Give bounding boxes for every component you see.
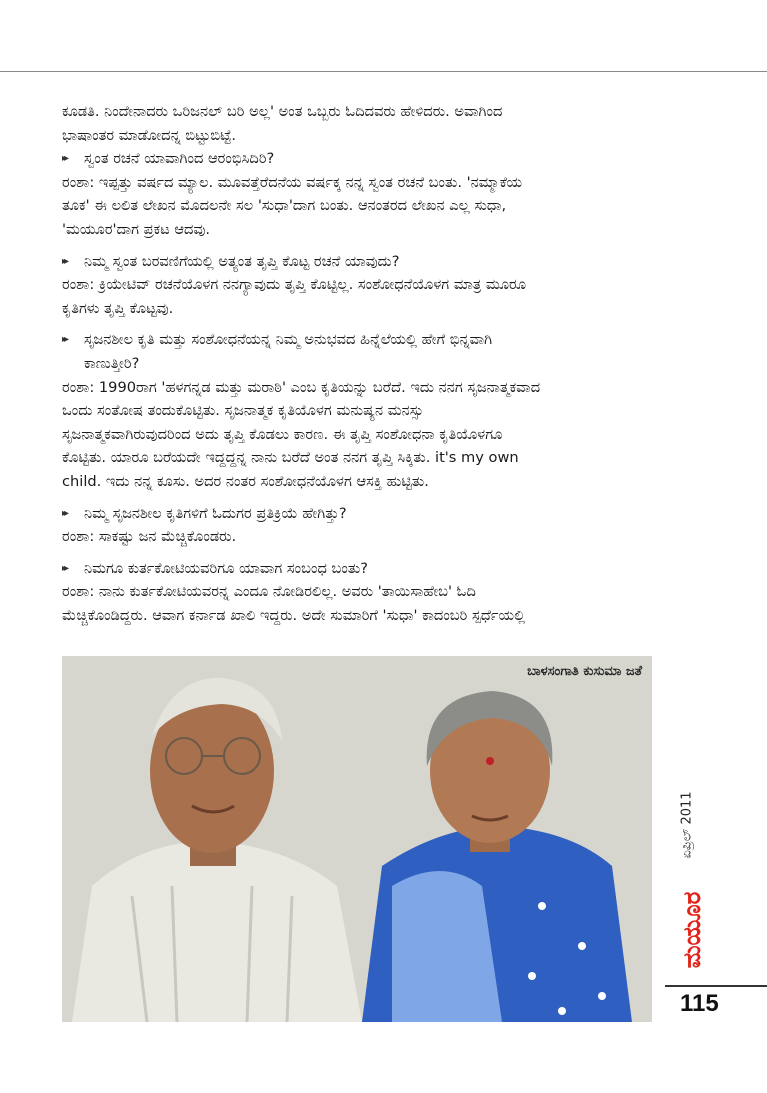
article-line: ಭಾಷಾಂತರ ಮಾಡೋದನ್ನ ಬಿಟ್ಟುಬಿಟ್ಟೆ. [62, 126, 236, 144]
article-line: ಕಾಣುತ್ತೀರಿ? [84, 354, 140, 372]
issue-date [672, 770, 702, 880]
article-line: ಕೃತಿಗಳು ತೃಪ್ತಿ ಕೊಟ್ಟವು. [62, 299, 174, 317]
interview-question [62, 250, 652, 274]
interview-question [62, 502, 652, 526]
interview-question [62, 147, 652, 171]
couple-photo [62, 656, 652, 1022]
article-line: ತೂಕ' ಈ ಲಲಿತ ಲೇಖನ ಮೊದಲನೇ ಸಲ 'ಸುಧಾ'ದಾಗ ಬಂತು. ಆನಂತರದ ಲೇಖನ ಎಲ್ಲ ಸುಧಾ, [62, 197, 507, 215]
double-arrow-icon: ▸▸ [62, 153, 67, 165]
article-line: ರಂಶಾ: ಕ್ರಿಯೇಟಿವ್ ರಚನೆಯೊಳಗ ನನಗ್ಯಾವುದು ತೃಪ್ತಿ ಕೊಟ್ಟಿಲ್ಲ. ಸಂಶೋಧನೆಯೊಳಗ ಮಾತ್ರ ಮೂರೂ [62, 276, 527, 294]
paragraph-gap [62, 242, 652, 250]
article-line: ಕೊಟ್ಟಿತು. ಯಾರೂ ಬರೆಯದೇ ಇದ್ದದ್ದನ್ನ ನಾನು ಬರೆದೆ ಅಂತ ನನಗ ತೃಪ್ತಿ ಸಿಕ್ಕಿತು. it's my own [62, 449, 519, 467]
paragraph-gap [62, 320, 652, 328]
article-line: ರಂಶಾ: ನಾನು ಕುರ್ತಕೋಟಿಯವರನ್ನ ಎಂದೂ ನೋಡಿರಲಿಲ್ಲ. ಅವರು 'ತಾಯಿಸಾಹೇಬ' ಓದಿ [62, 583, 476, 601]
double-arrow-icon: ▸▸ [62, 255, 67, 267]
article-line: ರಂಶಾ: 1990ರಾಗ 'ಹಳಗನ್ನಡ ಮತ್ತು ಮರಾಠಿ' ಎಂಬ ಕೃತಿಯನ್ನು ಬರೆದೆ. ಇದು ನನಗ ಸೃಜನಾತ್ಮಕವಾದ [62, 378, 541, 396]
question-text: ನಿಮ್ಮ ಸೃಜನಶೀಲ ಕೃತಿಗಳಿಗೆ ಓದುಗರ ಪ್ರತಿಕ್ರಿಯೆ ಹೇಗಿತ್ತು? [84, 504, 347, 522]
issue-date-label: ಏಪ್ರಿಲ್ 2011 [679, 791, 695, 859]
question-text: ನಿಮ್ಮ ಸ್ವಂತ ಬರವಣಿಗೆಯಲ್ಲಿ ಅತ್ಯಂತ ತೃಪ್ತಿ ಕೊಟ್ಟ ರಚನೆ ಯಾವುದು? [84, 252, 400, 270]
question-text: ಸ್ವಂತ ರಚನೆ ಯಾವಾಗಿಂದ ಆರಂಭಿಸಿದಿರಿ? [84, 150, 275, 168]
article-line: ರಂಶಾ: ಸಾಕಷ್ಟು ಜನ ಮೆಚ್ಚಿಕೊಂಡರು. [62, 528, 237, 546]
top-rule [0, 71, 767, 72]
photo-caption: ಬಾಳಸಂಗಾತಿ ಕುಸುಮಾ ಜತೆ [527, 664, 642, 679]
article-line: ಸೃಜನಾತ್ಮಕವಾಗಿರುವುದರಿಂದ ಅದು ತೃಪ್ತಿ ಕೊಡಲು ಕಾರಣ. ಈ ತೃಪ್ತಿ ಸಂಶೋಧನಾ ಕೃತಿಯೊಳಗೂ [62, 425, 503, 443]
article-line: child. ಇದು ನನ್ನ ಕೂಸು. ಅದರ ನಂತರ ಸಂಶೋಧನೆಯೊಳಗ ಆಸಕ್ತಿ ಹುಟ್ಟಿತು. [62, 472, 429, 490]
photo-illustration [62, 656, 652, 1022]
paragraph-gap [62, 494, 652, 502]
double-arrow-icon: ▸▸ [62, 507, 67, 519]
interview-question [62, 557, 652, 581]
article-line: ಒಂದು ಸಂತೋಷ ತಂದುಕೊಟ್ಟಿತು. ಸೃಜನಾತ್ಮಕ ಕೃತಿಯೊಳಗ ಮನುಷ್ಯನ ಮನಸ್ಸು [62, 402, 424, 420]
footer-rule [665, 985, 767, 987]
article-line: ಕೂಡತಿ. ನಿಂದೇನಾದರು ಒರಿಜನಲ್ ಬರಿ ಅಲ್ಲ' ಅಂತ ಒಬ್ಬರು ಓದಿದವರು ಹೇಳಿದರು. ಅವಾಗಿಂದ [62, 103, 503, 120]
article-line: ಮೆಚ್ಚಿಕೊಂಡಿದ್ದರು. ಆವಾಗ ಕರ್ನಾಡ ಖಾಲಿ ಇದ್ದರು. ಅದೇ ಸುಮಾರಿಗೆ 'ಸುಧಾ' ಕಾದಂಬರಿ ಸ್ಪರ್ಧೆಯಲ್ಲಿ [62, 606, 526, 624]
question-text: ನಿಮಗೂ ಕುರ್ತಕೋಟಿಯವರಿಗೂ ಯಾವಾಗ ಸಂಬಂಧ ಬಂತು? [84, 559, 369, 577]
magazine-logo [672, 880, 712, 980]
page-number: 115 [680, 990, 719, 1017]
double-arrow-icon: ▸▸ [62, 334, 67, 346]
article-line: 'ಮಯೂರ'ದಾಗ ಪ್ರಕಟ ಆದವು. [62, 220, 211, 238]
article-line: ರಂಶಾ: ಇಪ್ಪತ್ತು ವರ್ಷದ ಮ್ಯಾಲ. ಮೂವತ್ತೆರೆದನೆಯ ವರ್ಷಕ್ಕ ನನ್ನ ಸ್ವಂತ ರಚನೆ ಬಂತು. 'ನಮ್ಮಾಕೆಯ [62, 173, 523, 191]
question-text: ಸೃಜನಶೀಲ ಕೃತಿ ಮತ್ತು ಸಂಶೋಧನೆಯನ್ನ ನಿಮ್ಮ ಅನುಭವದ ಹಿನ್ನೆಲೆಯಲ್ಲಿ ಹೇಗೆ ಭಿನ್ನವಾಗಿ [84, 331, 493, 349]
interview-question [62, 328, 652, 352]
double-arrow-icon: ▸▸ [62, 562, 67, 574]
article-body [62, 100, 652, 627]
paragraph-gap [62, 549, 652, 557]
magazine-name: ಮಯೂರ [678, 891, 706, 969]
